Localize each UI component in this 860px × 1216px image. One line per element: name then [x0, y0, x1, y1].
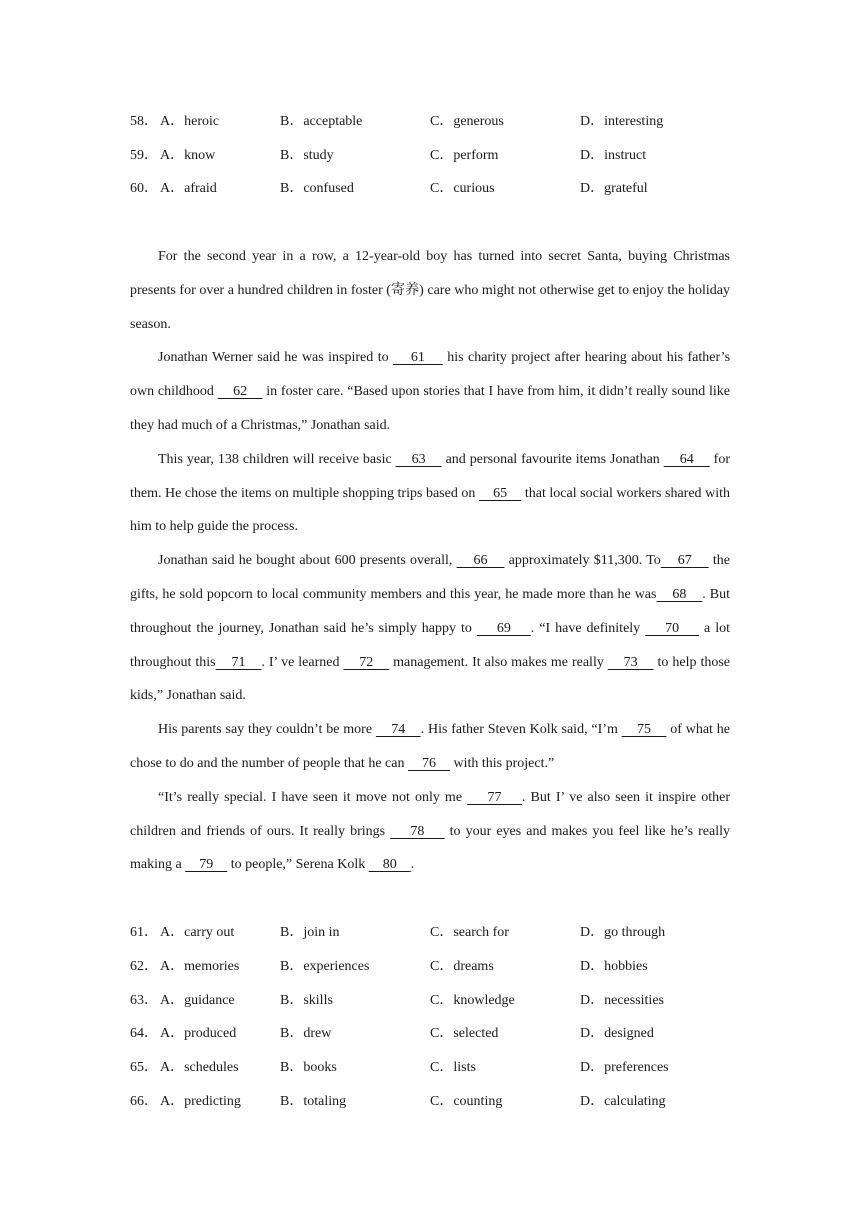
paragraph-2: [130, 341, 730, 442]
text: Jonathan Werner said he was inspired to: [158, 350, 394, 366]
question-number: 64．: [130, 1026, 158, 1041]
option-b: B．experiences: [280, 959, 370, 974]
text: . But I’ ve also seen it inspire other children and friends of ours. It really brings: [130, 789, 730, 839]
text: a lot throughout this: [130, 620, 731, 670]
question-number: 65．: [130, 1060, 158, 1075]
question-number: 59．: [130, 148, 158, 163]
reading-passage: [130, 240, 730, 882]
question-number: 66．: [130, 1094, 158, 1109]
text: that local social workers shared with him to help guide the process.: [130, 485, 730, 535]
blank-64: 64: [663, 451, 710, 467]
option-a: A．guidance: [160, 993, 235, 1008]
text: . “I have definitely: [530, 620, 646, 636]
option-c: C．selected: [430, 1026, 499, 1041]
option-c: C．lists: [430, 1060, 476, 1075]
option-a: A．afraid: [160, 181, 217, 196]
option-d: D．instruct: [580, 148, 647, 163]
option-c: C．perform: [430, 148, 499, 163]
option-d: D．calculating: [580, 1094, 666, 1109]
blank-74: 74: [375, 722, 421, 738]
text: . His father Steven Kolk said, “I’m: [420, 722, 622, 738]
text: Jonathan said he bought about 600 presents overall,: [158, 553, 457, 569]
text: in foster care. “Based upon stories that I have from him, it didn’t really sound like they had much of a Christmas,” Jonathan said.: [130, 384, 731, 433]
option-b: B．confused: [280, 181, 354, 196]
option-c: C．dreams: [430, 959, 494, 974]
option-b: B．join in: [280, 925, 340, 940]
paragraph-3: [130, 443, 730, 544]
paragraph-6: [130, 781, 730, 882]
text: management. It also makes me really: [389, 654, 608, 670]
option-c: C．search for: [430, 925, 509, 940]
option-b: B．books: [280, 1060, 337, 1075]
text: to help those kids,” Jonathan said.: [130, 654, 730, 704]
blank-62: 62: [217, 384, 263, 400]
option-c: C．knowledge: [430, 993, 515, 1008]
blank-63: 63: [395, 451, 442, 467]
blank-69: 69: [476, 620, 531, 636]
text: approximately $11,300. To: [504, 553, 661, 569]
option-d: D．go through: [580, 925, 666, 940]
option-a: A．memories: [160, 959, 240, 974]
blank-72: 72: [343, 654, 390, 670]
option-a: A．carry out: [160, 925, 235, 940]
paragraph-5: [130, 713, 730, 781]
blank-75: 75: [621, 722, 667, 738]
option-d: D．grateful: [580, 181, 648, 196]
blank-78: 78: [390, 823, 445, 839]
option-b: B．totaling: [280, 1094, 347, 1109]
blank-68: 68: [656, 586, 703, 602]
option-a: A．predicting: [160, 1094, 241, 1109]
question-number: 58．: [130, 114, 158, 129]
option-d: D．interesting: [580, 114, 664, 129]
text: His parents say they couldn’t be more: [158, 722, 376, 738]
option-a: A．produced: [160, 1026, 237, 1041]
paragraph-1: For the second year in a row, a 12-year-old boy has turned into secret Santa, buying Christmas presents for over a hundred children in foster (寄养) care who might not otherwise get to enjoy the holiday season.: [130, 249, 730, 332]
text: to your eyes and makes you feel like he’s really making a: [130, 823, 730, 873]
text: “It’s really special. I have seen it move not only me: [158, 789, 468, 805]
text: This year, 138 children will receive basic: [158, 451, 396, 467]
blank-71: 71: [215, 654, 262, 670]
option-a: A．know: [160, 148, 216, 163]
option-a: A．schedules: [160, 1060, 239, 1075]
text: . But throughout the journey, Jonathan said he’s simply happy to: [130, 586, 731, 636]
option-d: D．designed: [580, 1026, 654, 1041]
text: of what he chose to do and the number of people that he can: [130, 722, 730, 771]
blank-80: 80: [368, 857, 411, 873]
blank-70: 70: [645, 620, 700, 636]
text: . I’ ve learned: [261, 654, 344, 670]
blank-76: 76: [407, 755, 450, 771]
text: for them. He chose the items on multiple shopping trips based on: [130, 451, 731, 501]
blank-61: 61: [393, 350, 443, 366]
blank-66: 66: [456, 553, 505, 569]
text: and personal favourite items Jonathan: [441, 451, 664, 467]
option-c: C．generous: [430, 114, 504, 129]
option-c: C．curious: [430, 181, 495, 196]
option-b: B．drew: [280, 1026, 332, 1041]
option-a: A．heroic: [160, 114, 220, 129]
text: the gifts, he sold popcorn to local community members and this year, he made more than he was: [130, 553, 730, 602]
option-d: D．necessities: [580, 993, 664, 1008]
option-b: B．acceptable: [280, 114, 363, 129]
question-number: 61．: [130, 925, 158, 940]
blank-67: 67: [660, 553, 709, 569]
blank-77: 77: [467, 789, 522, 805]
blank-65: 65: [478, 485, 522, 501]
option-d: D．hobbies: [580, 959, 648, 974]
text: with this project.”: [449, 755, 555, 771]
blank-73: 73: [607, 654, 654, 670]
question-number: 62．: [130, 959, 158, 974]
question-number: 60．: [130, 181, 158, 196]
option-b: B．study: [280, 148, 334, 163]
option-d: D．preferences: [580, 1060, 669, 1075]
blank-79: 79: [185, 857, 228, 873]
option-b: B．skills: [280, 993, 333, 1008]
text: .: [410, 857, 415, 873]
text: his charity project after hearing about his father’s own childhood: [130, 350, 731, 400]
option-c: C．counting: [430, 1094, 503, 1109]
paragraph-4: [130, 544, 730, 713]
text: to people,” Serena Kolk: [227, 857, 369, 873]
question-number: 63．: [130, 993, 158, 1008]
